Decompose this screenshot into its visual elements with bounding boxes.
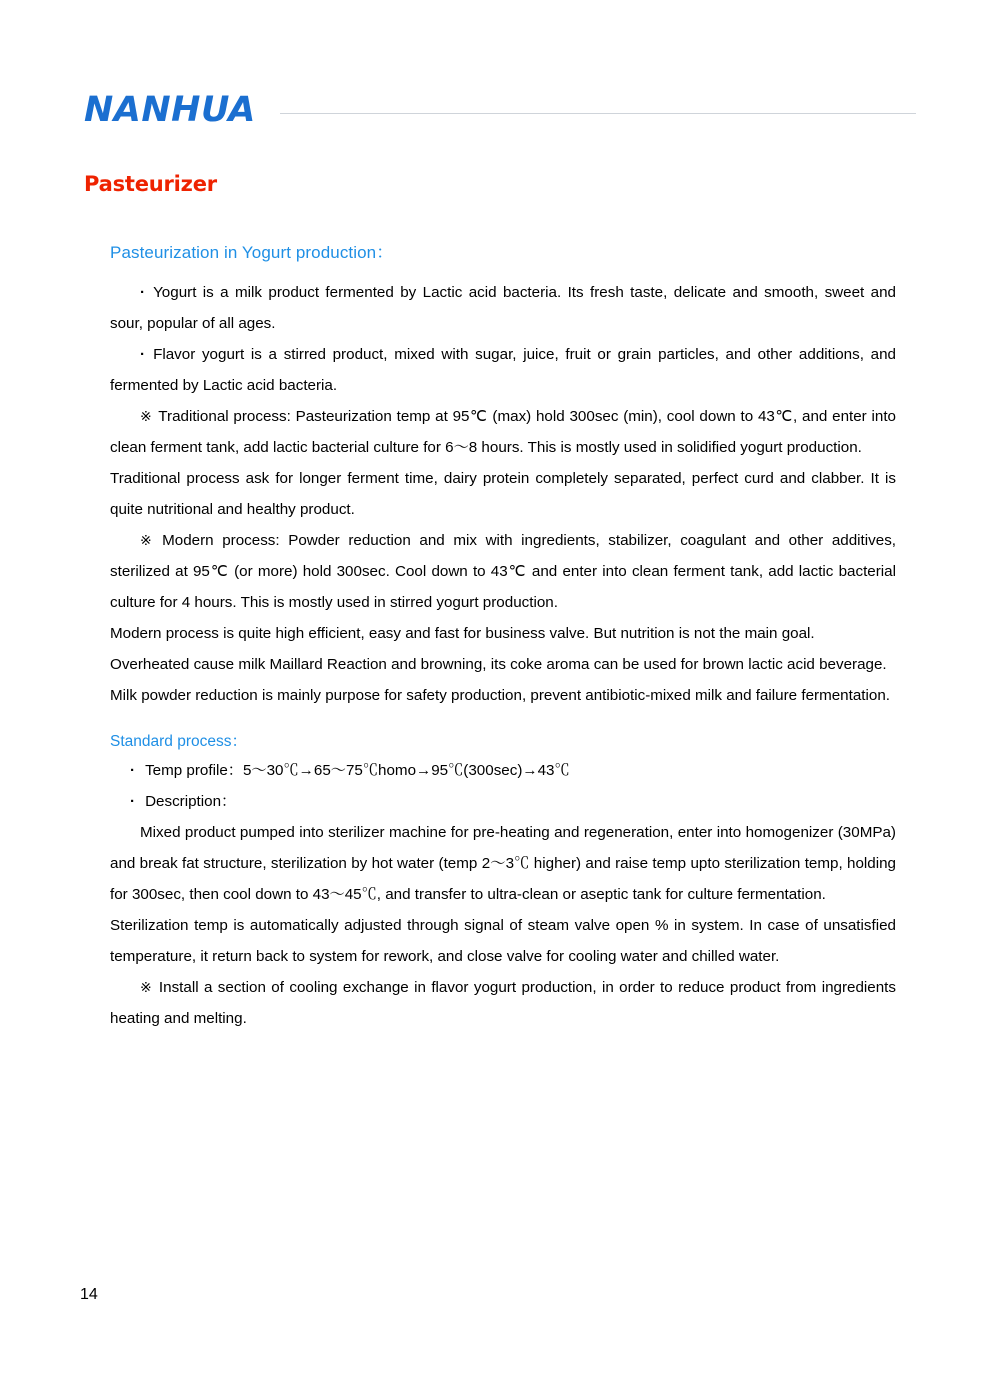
page-title: Pasteurizer: [84, 172, 217, 196]
nanhua-logo: NANHUA: [84, 89, 256, 130]
paragraph-temp-control: Sterilization temp is automatically adjusted through signal of steam valve open % in system. In case of unsatisfied temperature, it return back to system for rework, and close valve for cooling water and chilled water.: [110, 917, 896, 965]
paragraph-milk-powder: Milk powder reduction is mainly purpose for safety production, prevent antibiotic-mixed milk and failure fermentation.: [110, 687, 890, 704]
paragraph-overheated: Overheated cause milk Maillard Reaction and browning, its coke aroma can be used for brown lactic acid beverage.: [110, 656, 887, 673]
section-heading-standard-process: Standard process：: [110, 733, 247, 750]
document-body: [110, 238, 896, 1034]
paragraph-flavor-yogurt: · Flavor yogurt is a stirred product, mixed with sugar, juice, fruit or grain particles, and other additions, and fermented by Lactic acid bacteria.: [110, 339, 896, 401]
section-heading-pasteurization: Pasteurization in Yogurt production：: [110, 243, 394, 262]
paragraph-modern-efficiency: Modern process is quite high efficient, easy and fast for business valve. But nutrition is not the main goal.: [110, 625, 815, 642]
paragraph-yogurt-definition: · Yogurt is a milk product fermented by Lactic acid bacteria. Its fresh taste, delicate and smooth, sweet and sour, popular of all ages.: [110, 277, 896, 339]
list-item-description: · Description：: [110, 786, 896, 817]
paragraph-process-description: Mixed product pumped into sterilizer machine for pre-heating and regeneration, enter into homogenizer (30MPa) and break fat structure, sterilization by hot water (temp 2～3℃ higher) and raise temp upto sterilization temp, holding for 300sec, then cool down to 43～45℃, and transfer to ultra-clean or aseptic tank for culture fermentation.: [110, 824, 896, 903]
paragraph-modern-process: ※ Modern process: Powder reduction and mix with ingredients, stabilizer, coagulant and other additives, sterilized at 95℃ (or more) hold 300sec. Cool down to 43℃ and enter into clean ferment tank, add lactic bacterial culture for 4 hours. This is mostly used in stirred yogurt production.: [110, 525, 896, 618]
paragraph-traditional-process: ※ Traditional process: Pasteurization temp at 95℃ (max) hold 300sec (min), cool down to 43℃, and enter into clean ferment tank, add lactic bacterial culture for 6～8 hours. This is mostly used in solidified yogurt production.: [110, 401, 896, 463]
paragraph-traditional-benefits: Traditional process ask for longer ferment time, dairy protein completely separated, perfect curd and clabber. It is quite nutritional and healthy product.: [110, 470, 896, 518]
list-item-temp-profile: · Temp profile：5～30℃→65～75℃homo→95℃(300sec)→43℃: [110, 755, 896, 786]
page-number: 14: [80, 1286, 98, 1303]
paragraph-cooling-exchange: ※ Install a section of cooling exchange in flavor yogurt production, in order to reduce product from ingredients heating and melting.: [110, 972, 896, 1034]
page-header: [0, 80, 1000, 140]
header-divider: [280, 113, 916, 114]
